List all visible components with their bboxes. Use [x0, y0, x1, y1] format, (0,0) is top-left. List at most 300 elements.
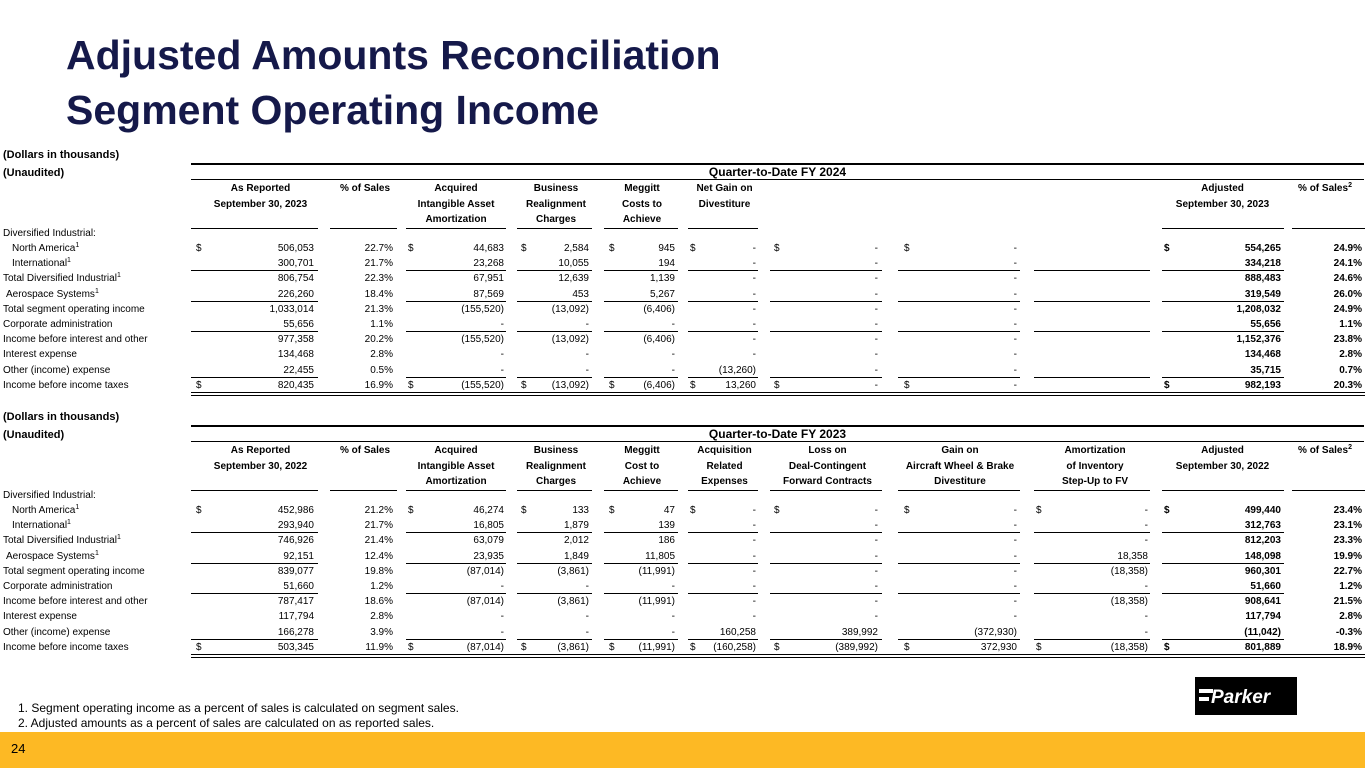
row-label-text: Income before income taxes: [3, 641, 129, 653]
total-double-rule: [191, 654, 1365, 658]
column-header: [684, 443, 765, 490]
dollar-sign: $: [521, 641, 527, 653]
table-cell: 12,639: [558, 273, 589, 285]
table-cell: 18.4%: [364, 288, 393, 300]
dollar-sign: $: [521, 379, 527, 391]
parker-logo: [1195, 677, 1297, 715]
column-header-text: September 30, 2023: [213, 198, 308, 210]
subtotal-rule: [517, 593, 592, 594]
column-header-text: Acquired: [434, 183, 478, 194]
table-cell: 1,152,376: [1236, 334, 1281, 346]
row-label: [3, 640, 129, 655]
table-cell: -: [1013, 258, 1017, 270]
table-cell: 19.8%: [364, 565, 393, 577]
subtotal-rule: [406, 639, 506, 640]
row-label: [3, 564, 145, 579]
table-row: [0, 363, 1365, 378]
subtotal-rule: [898, 301, 1020, 302]
column-header-line: [191, 443, 330, 459]
column-header-text: Meggitt: [624, 445, 660, 456]
table-cell: -: [752, 319, 756, 330]
row-label: [6, 549, 99, 564]
table-cell: 982,193: [1244, 379, 1281, 391]
subtotal-rule: [1034, 532, 1150, 533]
column-header-line: [600, 197, 684, 213]
column-header-text: Charges: [535, 214, 576, 225]
table-cell: 1.2%: [1339, 581, 1362, 592]
subtotal-rule: [898, 270, 1020, 271]
column-header-line: [1285, 181, 1365, 197]
subtotal-rule: [1162, 593, 1284, 594]
dollar-sign: $: [904, 243, 910, 254]
dollars-note: (Dollars in thousands): [3, 149, 120, 161]
subtotal-rule: [1162, 563, 1284, 564]
page-title-line2: Segment Operating Income: [66, 87, 600, 133]
table-cell: -: [1144, 581, 1148, 592]
column-header-line: [400, 459, 512, 475]
column-header-text: Divestiture: [698, 198, 751, 210]
column-header-text: Adjusted: [1201, 445, 1244, 456]
column-header-line: [330, 181, 400, 197]
table-cell: -: [1144, 505, 1148, 516]
subtotal-rule: [1162, 532, 1284, 533]
subtotal-rule: [191, 593, 318, 594]
table-cell: -: [752, 611, 756, 623]
subtotal-rule: [1034, 331, 1150, 332]
column-header-text: Amortization: [1064, 445, 1126, 456]
section-label-row: [0, 226, 1365, 241]
dollar-sign: $: [196, 243, 202, 254]
table-cell: -: [1013, 364, 1017, 376]
table-cell: -: [874, 349, 878, 361]
table-cell: 63,079: [473, 535, 504, 547]
table-cell: 10,055: [558, 258, 589, 270]
table-cell: -: [1013, 520, 1017, 532]
row-label-text: Corporate administration: [3, 319, 113, 330]
logo-text: Parker: [1211, 687, 1271, 708]
table-cell: -: [874, 364, 878, 376]
footnote-2: 2. Adjusted amounts as a percent of sales are calculated on as reported sales.: [18, 716, 435, 730]
table-cell: 977,358: [277, 334, 314, 346]
table-cell: -: [752, 550, 756, 562]
table-cell: 13,260: [725, 379, 756, 391]
table-cell: -: [671, 364, 675, 376]
column-header: [684, 181, 765, 212]
table-cell: -: [752, 273, 756, 285]
table-row: [0, 533, 1365, 548]
table-cell: 801,889: [1244, 641, 1281, 653]
table-cell: (11,991): [638, 641, 675, 653]
parker-logo-mark: [1195, 677, 1297, 715]
subtotal-rule: [1034, 639, 1150, 640]
table-cell: 2.8%: [370, 611, 393, 623]
table-cell: -: [1013, 303, 1017, 315]
subtotal-rule: [406, 377, 506, 378]
table-cell: 23.3%: [1333, 535, 1362, 547]
row-label-text: Aerospace Systems: [6, 288, 95, 300]
unaudited-note: (Unaudited): [3, 429, 65, 441]
dollar-sign: $: [774, 641, 780, 653]
column-header: [400, 181, 512, 228]
column-header-text: Forward Contracts: [783, 476, 872, 487]
row-label: [3, 609, 77, 624]
column-header-text: As Reported: [230, 445, 291, 456]
subtotal-rule: [517, 563, 592, 564]
table-cell: 1,879: [563, 520, 589, 532]
table-cell: 23,935: [473, 550, 504, 562]
column-header-text: Costs to: [622, 198, 662, 210]
subtotal-rule: [517, 270, 592, 271]
subtotal-rule: [770, 377, 882, 378]
table-cell: 2.8%: [1339, 611, 1362, 623]
table-cell: 334,218: [1244, 258, 1281, 270]
table-row: [0, 302, 1365, 317]
subtotal-rule: [406, 593, 506, 594]
table-cell: -: [1013, 243, 1017, 254]
row-label-text: Total segment operating income: [3, 565, 145, 577]
footnote-ref: 1: [67, 257, 71, 265]
table-cell: (389,992): [835, 641, 878, 653]
dollar-sign: $: [408, 243, 414, 254]
subtotal-rule: [1034, 377, 1150, 378]
row-label-text: Interest expense: [3, 349, 77, 361]
column-header-text: Step-Up to FV: [1061, 476, 1129, 487]
subtotal-rule: [688, 563, 758, 564]
table-cell: -: [1144, 535, 1148, 547]
table-cell: -: [874, 334, 878, 346]
subtotal-rule: [770, 639, 882, 640]
column-header-line: [191, 197, 330, 213]
dollar-sign: $: [1164, 505, 1170, 516]
subtotal-rule: [406, 270, 506, 271]
column-header-line: [1285, 443, 1365, 459]
table-cell: 44,683: [473, 243, 504, 254]
table-cell: -: [752, 303, 756, 315]
subtotal-rule: [517, 301, 592, 302]
column-header-line: [684, 459, 765, 475]
column-header-text: Business: [533, 183, 579, 194]
table-cell: 293,940: [277, 520, 314, 532]
dollar-sign: $: [774, 379, 780, 391]
subtotal-rule: [604, 563, 678, 564]
table-cell: -: [874, 303, 878, 315]
table-cell: -0.3%: [1335, 626, 1362, 638]
column-header-line: [684, 181, 765, 197]
table-cell: 16.9%: [364, 379, 393, 391]
table-cell: -: [671, 581, 675, 592]
subtotal-rule: [517, 331, 592, 332]
footnote-ref: 1: [75, 242, 80, 249]
row-label-text: Interest expense: [3, 611, 77, 623]
row-label-text: International: [12, 520, 68, 532]
subtotal-rule: [1162, 639, 1284, 640]
subtotal-rule: [406, 331, 506, 332]
column-header-text: Adjusted: [1201, 183, 1244, 194]
subtotal-rule: [898, 331, 1020, 332]
subtotal-rule: [191, 532, 318, 533]
subtotal-rule: [406, 301, 506, 302]
column-header-text: September 30, 2022: [213, 460, 308, 472]
column-header: [330, 443, 400, 459]
column-header-text: September 30, 2022: [1175, 460, 1270, 472]
table-row: [0, 579, 1365, 594]
table-row: [0, 241, 1365, 256]
table-cell: -: [874, 273, 878, 285]
table-cell: 134,468: [277, 349, 314, 361]
table-cell: (155,520): [461, 334, 504, 346]
dollar-sign: $: [690, 641, 696, 653]
table-cell: 1,208,032: [1236, 303, 1281, 315]
table-cell: 499,440: [1244, 505, 1281, 516]
table-cell: 92,151: [283, 550, 314, 562]
row-label: [3, 302, 145, 317]
subtotal-rule: [604, 532, 678, 533]
table-cell: -: [1013, 535, 1017, 547]
table-cell: 23.4%: [1333, 505, 1362, 516]
subtotal-rule: [898, 377, 1020, 378]
table-row: [0, 378, 1365, 393]
subtotal-rule: [517, 639, 592, 640]
table-cell: (11,991): [638, 565, 675, 577]
column-header-line: [765, 459, 890, 475]
period-band: Quarter-to-Date FY 2024: [191, 163, 1364, 180]
column-header-line: [684, 197, 765, 213]
table-cell: -: [752, 565, 756, 577]
table-cell: (372,930): [974, 626, 1017, 638]
subtotal-rule: [770, 593, 882, 594]
table-cell: 2,584: [563, 243, 589, 254]
table-cell: 820,435: [277, 379, 314, 391]
subtotal-rule: [1162, 331, 1284, 332]
table-cell: 372,930: [980, 641, 1017, 653]
table-cell: (13,260): [718, 364, 756, 376]
table-cell: 1.1%: [370, 319, 393, 330]
column-header-text: Achieve: [622, 214, 662, 225]
dollar-sign: $: [1164, 379, 1170, 391]
table-cell: -: [500, 319, 504, 330]
table-cell: (3,861): [557, 596, 589, 608]
footnote-ref: 1: [116, 272, 121, 280]
table-cell: -: [752, 535, 756, 547]
subtotal-rule: [770, 301, 882, 302]
subtotal-rule: [191, 331, 318, 332]
column-header-text: Expenses: [701, 476, 748, 487]
total-double-rule: [191, 392, 1365, 396]
column-header: [1030, 443, 1160, 490]
table-cell: (18,358): [1110, 641, 1148, 653]
column-header-line: [1030, 459, 1160, 475]
table-cell: 26.0%: [1333, 288, 1362, 300]
row-label: [3, 378, 129, 393]
table-cell: -: [500, 626, 504, 638]
row-label-text: International: [12, 258, 68, 270]
subtotal-rule: [1034, 301, 1150, 302]
table-cell: 22,455: [283, 364, 314, 376]
subtotal-rule: [898, 593, 1020, 594]
table-cell: -: [1013, 550, 1017, 562]
table-cell: 3.9%: [370, 626, 393, 638]
table-cell: 24.9%: [1333, 303, 1362, 315]
dollar-sign: $: [609, 379, 615, 391]
footnote-ref: 1: [75, 504, 80, 511]
table-cell: 35,715: [1250, 364, 1281, 376]
table-cell: 1.2%: [370, 581, 393, 592]
column-header-line: [1160, 181, 1285, 197]
row-label: [3, 347, 77, 362]
dollar-sign: $: [196, 505, 202, 516]
dollar-sign: $: [196, 641, 202, 653]
table-row: [0, 317, 1365, 332]
table-cell: 506,053: [277, 243, 314, 254]
table-cell: -: [752, 596, 756, 608]
table-cell: -: [752, 243, 756, 254]
table-cell: -: [1013, 611, 1017, 623]
table-cell: (18,358): [1110, 565, 1148, 577]
table-cell: -: [1013, 596, 1017, 608]
column-header-line: [512, 197, 600, 213]
subtotal-rule: [770, 270, 882, 271]
table-cell: 46,274: [473, 505, 504, 516]
column-header-text: Realignment: [525, 460, 586, 472]
column-header-text: Amortization: [425, 214, 487, 225]
table-cell: -: [585, 349, 589, 361]
table-cell: -: [874, 535, 878, 547]
dollar-sign: $: [408, 379, 414, 391]
column-header: [600, 181, 684, 228]
table-row: [0, 518, 1365, 533]
subtotal-rule: [688, 270, 758, 271]
table-cell: (13,092): [551, 303, 589, 315]
subtotal-rule: [898, 532, 1020, 533]
column-header-line: [330, 443, 400, 459]
table-cell: -: [671, 611, 675, 623]
table-cell: 812,203: [1244, 535, 1281, 547]
column-header-line: [765, 443, 890, 459]
column-header-line: [400, 181, 512, 197]
table-cell: 945: [658, 243, 675, 254]
table-cell: -: [585, 626, 589, 638]
dollars-note: (Dollars in thousands): [3, 411, 120, 423]
table-cell: 21.7%: [364, 258, 393, 270]
table-cell: -: [874, 520, 878, 532]
dollar-sign: $: [1164, 243, 1170, 254]
table-cell: 19.9%: [1333, 550, 1362, 562]
table-cell: 21.2%: [364, 505, 393, 516]
dollar-sign: $: [521, 243, 527, 254]
column-header-line: [512, 459, 600, 475]
table-cell: 22.3%: [364, 273, 393, 285]
table-cell: -: [874, 258, 878, 270]
section-label: Diversified Industrial:: [3, 490, 96, 501]
table-cell: -: [671, 349, 675, 361]
table-row: [0, 256, 1365, 271]
table-cell: -: [874, 288, 878, 300]
table-cell: -: [752, 520, 756, 532]
table-cell: 319,549: [1244, 288, 1281, 300]
column-header-text: Net Gain on: [696, 183, 753, 194]
table-cell: 300,701: [277, 258, 314, 270]
subtotal-rule: [688, 532, 758, 533]
table-cell: -: [500, 349, 504, 361]
subtotal-rule: [1162, 377, 1284, 378]
table-cell: -: [1013, 505, 1017, 516]
dollar-sign: $: [690, 243, 696, 254]
table-cell: 908,641: [1244, 596, 1281, 608]
column-header: [1160, 443, 1285, 474]
table-cell: (87,014): [466, 565, 504, 577]
table-row: [0, 594, 1365, 609]
column-header-text: Amortization: [425, 476, 487, 487]
column-header: [400, 443, 512, 490]
column-header: [890, 443, 1030, 490]
column-header-line: [1160, 459, 1285, 475]
table-cell: 51,660: [1250, 581, 1281, 592]
section-label-row: [0, 488, 1365, 503]
dollar-sign: $: [904, 641, 910, 653]
subtotal-rule: [898, 639, 1020, 640]
dollar-sign: $: [904, 505, 910, 516]
table-cell: 139: [658, 520, 675, 532]
row-label-text: Total Diversified Industrial: [3, 273, 117, 285]
table-cell: 11,805: [645, 550, 675, 562]
table-cell: -: [1013, 273, 1017, 285]
row-label: [12, 256, 71, 271]
subtotal-rule: [770, 563, 882, 564]
row-label: [3, 533, 121, 548]
subtotal-rule: [770, 532, 882, 533]
subtotal-rule: [1034, 563, 1150, 564]
table-cell: (11,991): [638, 596, 675, 608]
table-cell: 21.3%: [364, 303, 393, 315]
section-label: Diversified Industrial:: [3, 228, 96, 239]
table-cell: -: [752, 349, 756, 361]
footnote-ref: 2: [1348, 444, 1352, 451]
table-cell: 2,012: [563, 535, 589, 547]
table-cell: 18,358: [1117, 550, 1148, 562]
table-cell: 1,849: [563, 550, 589, 562]
column-header-text: Related: [706, 460, 743, 472]
table-cell: (13,092): [551, 379, 589, 391]
table-cell: (87,014): [466, 596, 504, 608]
table-cell: 746,926: [277, 535, 314, 547]
table-cell: 787,417: [277, 596, 314, 608]
table-cell: 1,139: [649, 273, 675, 285]
table-row: [0, 549, 1365, 564]
column-header-line: [512, 181, 600, 197]
dollar-sign: $: [904, 379, 910, 391]
column-header-line: [684, 443, 765, 459]
table-cell: 55,656: [1250, 319, 1281, 330]
row-label: [6, 287, 99, 302]
column-header: [512, 181, 600, 228]
table-row: [0, 625, 1365, 640]
column-header-text: Achieve: [622, 476, 662, 487]
subtotal-rule: [191, 639, 318, 640]
row-label: [3, 579, 113, 594]
column-header: [1285, 181, 1365, 197]
row-label: [12, 241, 79, 256]
table-cell: 67,951: [473, 273, 504, 285]
column-header-line: [191, 181, 330, 197]
column-header-text: Aircraft Wheel & Brake: [905, 460, 1015, 472]
table-cell: -: [752, 334, 756, 346]
table-cell: 55,656: [283, 319, 314, 330]
column-header-text: % of Sales: [1298, 183, 1349, 194]
period-band: Quarter-to-Date FY 2023: [191, 425, 1364, 442]
table-cell: 21.7%: [364, 520, 393, 532]
column-header-line: [890, 459, 1030, 475]
table-cell: -: [1013, 349, 1017, 361]
